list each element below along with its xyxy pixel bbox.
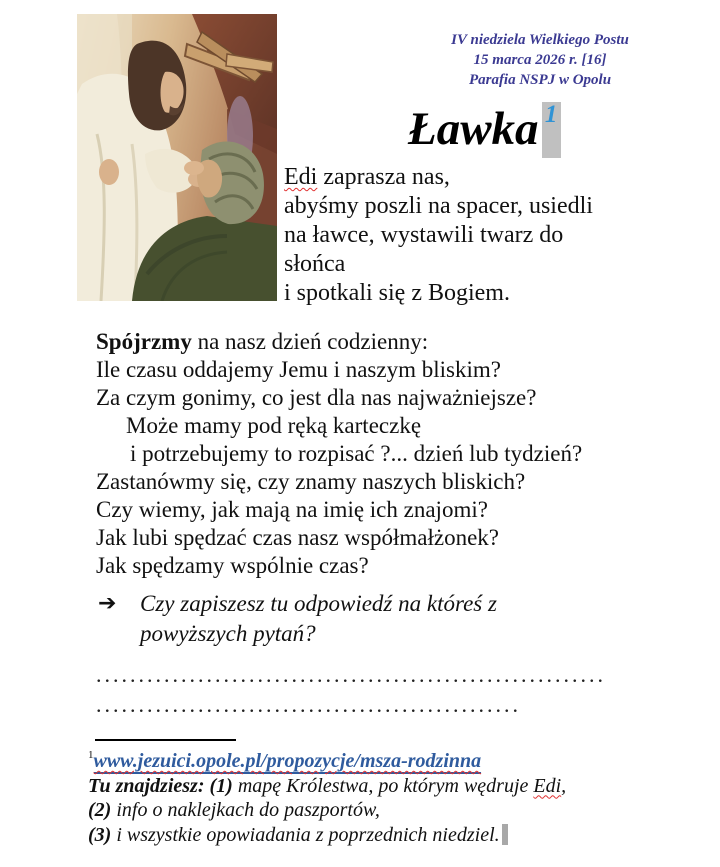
- page-title: Ławka: [408, 103, 539, 155]
- title-row: [408, 100, 561, 158]
- footnote-item-number: (3): [88, 823, 112, 846]
- misspelled-word: Edi: [533, 774, 562, 797]
- question-line: Zastanówmy się, czy znamy naszych bliskich?: [96, 469, 526, 494]
- issue-season-line: IV niedziela Wielkiego Postu: [451, 32, 629, 48]
- intro-line: i spotkali się z Bogiem.: [284, 280, 510, 306]
- footnote-line: [88, 798, 566, 823]
- footnote-line: [88, 823, 566, 848]
- link-text: www.jezuici.opole.pl/propozycje/msza-rodzinna: [93, 750, 482, 772]
- footnote-ref-field[interactable]: [542, 102, 561, 158]
- lead-word: Spójrzmy: [96, 329, 192, 354]
- intro-line-text: zaprasza nas,: [317, 164, 450, 190]
- intro-line: [284, 163, 593, 192]
- prompt-line: Czy zapiszesz tu odpowiedź na któreś z: [140, 591, 497, 616]
- footnote-text: ,: [561, 774, 567, 797]
- body-lead-line: [96, 328, 582, 356]
- question-line: Jak lubi spędzać czas nasz współmałżonek?: [96, 525, 499, 550]
- intro-line: na ławce, wystawili twarz do: [284, 222, 564, 248]
- question-line: Może mamy pod ręką karteczkę: [126, 413, 422, 438]
- jesus-healing-painting: [77, 14, 277, 301]
- answer-line[interactable]: ............................................................: [96, 662, 606, 687]
- question-line: Jak spędzamy wspólnie czas?: [96, 553, 369, 578]
- footnote-lead: Tu znajdziesz:: [88, 774, 210, 797]
- footnote: [88, 743, 566, 847]
- lead-rest: na nasz dzień codzienny:: [191, 329, 429, 354]
- intro-paragraph: [284, 163, 593, 308]
- footnote-item-number: (2): [88, 799, 112, 821]
- prompt-text: [140, 589, 497, 649]
- footnote-item-number: (1): [209, 774, 233, 797]
- footnote-link-line: [88, 743, 566, 774]
- footnote-text: i wszystkie opowiadania z poprzednich niedziel.: [111, 823, 500, 846]
- footnote-line: [88, 774, 566, 799]
- arrow-bullet-icon: ➔: [98, 591, 117, 616]
- prompt-line: powyższych pytań?: [140, 621, 316, 646]
- footnote-ref-mark: 1: [88, 749, 94, 761]
- intro-line: słońca: [284, 251, 346, 277]
- painting-graphic: [77, 14, 277, 301]
- footnote-text: mapę Królestwa, po którym wędruje: [232, 774, 534, 797]
- text-cursor: [502, 824, 508, 845]
- body-paragraph: [96, 328, 582, 580]
- parish-name-line: Parafia NSPJ w Opolu: [468, 72, 612, 88]
- issue-header: [420, 30, 660, 90]
- question-line: i potrzebujemy to rozpisać ?... dzień lub tydzień?: [130, 441, 583, 466]
- parish-website-link[interactable]: [94, 750, 482, 774]
- question-line: Czy wiemy, jak mają na imię ich znajomi?: [96, 497, 488, 522]
- footnote-text: info o naklejkach do paszportów,: [111, 799, 380, 821]
- intro-line: abyśmy poszli na spacer, usiedli: [284, 193, 593, 219]
- misspelled-word: Edi: [284, 164, 318, 190]
- footnote-separator: [95, 739, 236, 741]
- footnote-ref-number: 1: [544, 101, 558, 128]
- answer-line[interactable]: ..................................................: [96, 692, 521, 717]
- issue-date-line: 15 marca 2026 r. [16]: [473, 52, 607, 68]
- question-line: Ile czasu oddajemy Jemu i naszym bliskim?: [96, 357, 501, 382]
- writing-prompt: [98, 589, 497, 649]
- question-line: Za czym gonimy, co jest dla nas najważniejsze?: [96, 385, 537, 410]
